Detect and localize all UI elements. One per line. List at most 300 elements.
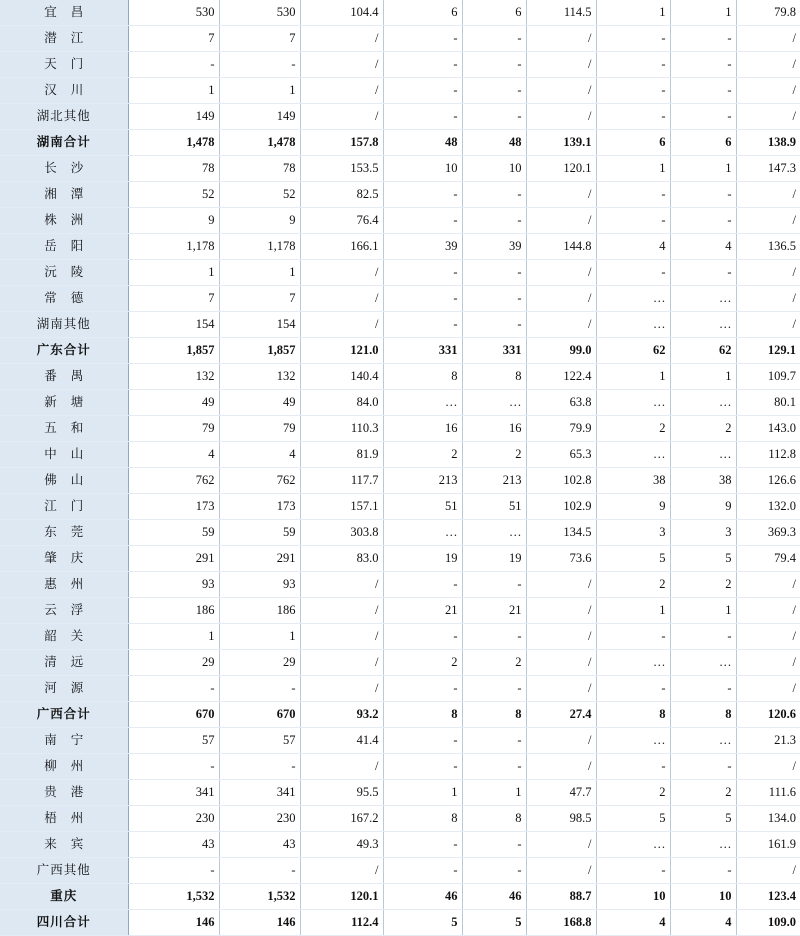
table-cell: / xyxy=(526,286,596,312)
table-row xyxy=(0,520,800,546)
row-label: 番禺 xyxy=(0,364,128,390)
table-cell: 49 xyxy=(219,390,300,416)
table-cell: 132 xyxy=(219,364,300,390)
table-cell: 136.5 xyxy=(736,234,800,260)
table-cell: 4 xyxy=(670,910,736,936)
table-cell: 79.8 xyxy=(736,0,800,26)
table-cell: 161.9 xyxy=(736,832,800,858)
table-cell: 8 xyxy=(462,806,526,832)
table-cell: 144.8 xyxy=(526,234,596,260)
table-cell: 4 xyxy=(670,234,736,260)
row-label: 惠州 xyxy=(0,572,128,598)
table-cell: … xyxy=(670,390,736,416)
table-cell: 2 xyxy=(670,572,736,598)
table-cell: 1 xyxy=(596,364,670,390)
table-cell: - xyxy=(383,182,462,208)
table-cell: 51 xyxy=(462,494,526,520)
table-row xyxy=(0,468,800,494)
table-cell: / xyxy=(736,78,800,104)
table-row xyxy=(0,312,800,338)
row-label: 贵港 xyxy=(0,780,128,806)
row-label: 广西其他 xyxy=(0,858,128,884)
row-label: 江门 xyxy=(0,494,128,520)
table-cell: 7 xyxy=(128,26,219,52)
table-cell: 1 xyxy=(462,780,526,806)
table-cell: 1 xyxy=(596,598,670,624)
table-cell: - xyxy=(383,728,462,754)
table-row xyxy=(0,858,800,884)
table-row xyxy=(0,390,800,416)
table-cell: 27.4 xyxy=(526,702,596,728)
table-cell: 146 xyxy=(128,910,219,936)
table-cell: 83.0 xyxy=(300,546,383,572)
table-cell: / xyxy=(736,858,800,884)
table-cell: 303.8 xyxy=(300,520,383,546)
table-cell: 670 xyxy=(128,702,219,728)
table-row xyxy=(0,156,800,182)
table-cell: 1,178 xyxy=(219,234,300,260)
table-cell: 4 xyxy=(596,910,670,936)
table-cell: 1 xyxy=(128,78,219,104)
table-cell: 81.9 xyxy=(300,442,383,468)
table-cell: - xyxy=(383,208,462,234)
table-cell: - xyxy=(383,26,462,52)
table-cell: 122.4 xyxy=(526,364,596,390)
table-cell: / xyxy=(526,78,596,104)
table-cell: / xyxy=(736,208,800,234)
table-cell: 139.1 xyxy=(526,130,596,156)
table-cell: - xyxy=(383,572,462,598)
table-cell: / xyxy=(526,52,596,78)
table-cell: 1,532 xyxy=(128,884,219,910)
table-cell: 93 xyxy=(219,572,300,598)
table-cell: 129.1 xyxy=(736,338,800,364)
table-cell: 102.9 xyxy=(526,494,596,520)
table-row xyxy=(0,234,800,260)
row-label: 天门 xyxy=(0,52,128,78)
table-row xyxy=(0,650,800,676)
table-cell: / xyxy=(300,260,383,286)
table-cell: 1 xyxy=(670,364,736,390)
table-row xyxy=(0,780,800,806)
table-cell: 1 xyxy=(670,156,736,182)
table-cell: / xyxy=(526,832,596,858)
table-cell: 21.3 xyxy=(736,728,800,754)
table-cell: 670 xyxy=(219,702,300,728)
table-cell: 530 xyxy=(219,0,300,26)
row-label: 广西合计 xyxy=(0,702,128,728)
row-label: 佛山 xyxy=(0,468,128,494)
row-label: 湖南其他 xyxy=(0,312,128,338)
row-label: 来宾 xyxy=(0,832,128,858)
table-row xyxy=(0,676,800,702)
table-cell: 78 xyxy=(219,156,300,182)
table-cell: 762 xyxy=(219,468,300,494)
table-cell: - xyxy=(219,754,300,780)
table-cell: / xyxy=(736,312,800,338)
table-cell: - xyxy=(462,832,526,858)
table-cell: - xyxy=(670,208,736,234)
table-cell: 5 xyxy=(383,910,462,936)
table-cell: - xyxy=(596,26,670,52)
table-cell: / xyxy=(526,598,596,624)
table-row xyxy=(0,416,800,442)
table-cell: 41.4 xyxy=(300,728,383,754)
table-cell: / xyxy=(736,650,800,676)
table-cell: … xyxy=(462,520,526,546)
table-cell: 1,857 xyxy=(219,338,300,364)
table-cell: … xyxy=(670,442,736,468)
table-cell: 82.5 xyxy=(300,182,383,208)
table-row xyxy=(0,182,800,208)
table-cell: / xyxy=(736,26,800,52)
table-cell: - xyxy=(596,104,670,130)
table-cell: / xyxy=(300,858,383,884)
table-cell: 57 xyxy=(219,728,300,754)
table-cell: … xyxy=(596,832,670,858)
table-cell: / xyxy=(300,650,383,676)
table-cell: 39 xyxy=(383,234,462,260)
table-cell: / xyxy=(300,598,383,624)
table-cell: 530 xyxy=(128,0,219,26)
table-cell: / xyxy=(736,104,800,130)
table-cell: - xyxy=(462,52,526,78)
table-cell: 291 xyxy=(128,546,219,572)
table-cell: 59 xyxy=(219,520,300,546)
table-cell: 1 xyxy=(596,156,670,182)
table-cell: - xyxy=(670,624,736,650)
table-cell: … xyxy=(596,442,670,468)
row-label: 株洲 xyxy=(0,208,128,234)
table-cell: 186 xyxy=(219,598,300,624)
table-cell: 121.0 xyxy=(300,338,383,364)
table-row-total xyxy=(0,702,800,728)
table-cell: - xyxy=(462,78,526,104)
table-cell: 111.6 xyxy=(736,780,800,806)
row-label: 宜昌 xyxy=(0,0,128,26)
table-cell: 9 xyxy=(128,208,219,234)
table-row-total xyxy=(0,338,800,364)
table-cell: 341 xyxy=(128,780,219,806)
row-label: 湖北其他 xyxy=(0,104,128,130)
table-cell: 5 xyxy=(596,546,670,572)
table-cell: - xyxy=(383,260,462,286)
table-cell: - xyxy=(670,676,736,702)
table-cell: 147.3 xyxy=(736,156,800,182)
table-cell: 1 xyxy=(219,260,300,286)
table-cell: … xyxy=(462,390,526,416)
table-cell: 230 xyxy=(128,806,219,832)
table-cell: 10 xyxy=(596,884,670,910)
table-cell: … xyxy=(670,286,736,312)
table-cell: 16 xyxy=(383,416,462,442)
table-cell: 167.2 xyxy=(300,806,383,832)
table-cell: 47.7 xyxy=(526,780,596,806)
row-label: 东莞 xyxy=(0,520,128,546)
table-row-total xyxy=(0,910,800,936)
table-cell: 213 xyxy=(383,468,462,494)
table-cell: 157.1 xyxy=(300,494,383,520)
table-cell: / xyxy=(300,312,383,338)
table-cell: 1,178 xyxy=(128,234,219,260)
table-cell: 62 xyxy=(596,338,670,364)
table-row xyxy=(0,494,800,520)
table-cell: 2 xyxy=(383,650,462,676)
table-cell: - xyxy=(462,26,526,52)
table-cell: / xyxy=(526,676,596,702)
table-cell: - xyxy=(596,182,670,208)
table-cell: 84.0 xyxy=(300,390,383,416)
table-row xyxy=(0,286,800,312)
row-label: 五和 xyxy=(0,416,128,442)
table-cell: - xyxy=(670,858,736,884)
table-cell: - xyxy=(462,260,526,286)
table-cell: 126.6 xyxy=(736,468,800,494)
table-cell: 1 xyxy=(128,260,219,286)
table-cell: 3 xyxy=(596,520,670,546)
table-row xyxy=(0,442,800,468)
table-cell: / xyxy=(300,52,383,78)
table-cell: 1 xyxy=(128,624,219,650)
table-cell: 73.6 xyxy=(526,546,596,572)
table-cell: 48 xyxy=(462,130,526,156)
table-cell: 1,857 xyxy=(128,338,219,364)
table-cell: 16 xyxy=(462,416,526,442)
table-cell: / xyxy=(526,26,596,52)
table-cell: 8 xyxy=(383,702,462,728)
table-cell: 10 xyxy=(383,156,462,182)
table-cell: / xyxy=(526,312,596,338)
table-cell: 3 xyxy=(670,520,736,546)
table-cell: 2 xyxy=(596,572,670,598)
table-cell: 213 xyxy=(462,468,526,494)
table-cell: … xyxy=(383,520,462,546)
table-cell: … xyxy=(670,650,736,676)
table-cell: - xyxy=(462,858,526,884)
table-cell: 5 xyxy=(596,806,670,832)
table-cell: … xyxy=(596,728,670,754)
table-cell: / xyxy=(526,104,596,130)
table-cell: - xyxy=(462,676,526,702)
row-label: 河源 xyxy=(0,676,128,702)
table-row xyxy=(0,728,800,754)
table-cell: - xyxy=(670,104,736,130)
table-cell: 2 xyxy=(462,442,526,468)
table-cell: / xyxy=(300,572,383,598)
row-label: 柳州 xyxy=(0,754,128,780)
table-cell: 4 xyxy=(596,234,670,260)
table-cell: 2 xyxy=(596,416,670,442)
row-label: 韶关 xyxy=(0,624,128,650)
table-cell: 331 xyxy=(462,338,526,364)
table-cell: 153.5 xyxy=(300,156,383,182)
table-cell: 762 xyxy=(128,468,219,494)
table-cell: … xyxy=(670,728,736,754)
table-row xyxy=(0,624,800,650)
row-label: 广东合计 xyxy=(0,338,128,364)
table-cell: / xyxy=(736,754,800,780)
table-cell: 49.3 xyxy=(300,832,383,858)
table-row xyxy=(0,546,800,572)
row-label: 汉川 xyxy=(0,78,128,104)
table-cell: 341 xyxy=(219,780,300,806)
table-cell: / xyxy=(526,858,596,884)
table-cell: 143.0 xyxy=(736,416,800,442)
row-label: 重庆 xyxy=(0,884,128,910)
table-cell: 93 xyxy=(128,572,219,598)
table-cell: 120.1 xyxy=(300,884,383,910)
table-row-total xyxy=(0,130,800,156)
table-cell: / xyxy=(300,26,383,52)
table-cell: 43 xyxy=(128,832,219,858)
table-cell: 132.0 xyxy=(736,494,800,520)
table-cell: - xyxy=(670,52,736,78)
table-cell: 166.1 xyxy=(300,234,383,260)
table-cell: … xyxy=(596,286,670,312)
table-cell: 39 xyxy=(462,234,526,260)
table-cell: 1 xyxy=(219,624,300,650)
table-cell: 99.0 xyxy=(526,338,596,364)
table-cell: 149 xyxy=(219,104,300,130)
table-cell: - xyxy=(128,754,219,780)
table-cell: - xyxy=(383,286,462,312)
table-cell: 29 xyxy=(219,650,300,676)
table-cell: 9 xyxy=(219,208,300,234)
table-cell: 7 xyxy=(219,26,300,52)
table-cell: 8 xyxy=(383,806,462,832)
table-cell: 109.7 xyxy=(736,364,800,390)
table-cell: 2 xyxy=(596,780,670,806)
table-cell: / xyxy=(526,260,596,286)
table-cell: 123.4 xyxy=(736,884,800,910)
table-cell: 173 xyxy=(219,494,300,520)
table-cell: 168.8 xyxy=(526,910,596,936)
table-cell: - xyxy=(462,208,526,234)
table-cell: … xyxy=(596,390,670,416)
table-row xyxy=(0,806,800,832)
table-cell: - xyxy=(383,104,462,130)
table-cell: 2 xyxy=(670,780,736,806)
table-cell: / xyxy=(526,208,596,234)
table-cell: 1 xyxy=(670,598,736,624)
table-cell: 6 xyxy=(596,130,670,156)
table-cell: 5 xyxy=(462,910,526,936)
table-row xyxy=(0,754,800,780)
table-cell: - xyxy=(219,676,300,702)
table-cell: - xyxy=(383,624,462,650)
table-cell: 8 xyxy=(462,702,526,728)
table-cell: - xyxy=(596,676,670,702)
table-cell: 1 xyxy=(219,78,300,104)
table-cell: 2 xyxy=(462,650,526,676)
table-row xyxy=(0,52,800,78)
row-label: 肇庆 xyxy=(0,546,128,572)
table-cell: / xyxy=(300,676,383,702)
table-cell: 46 xyxy=(383,884,462,910)
table-cell: 112.8 xyxy=(736,442,800,468)
row-label: 四川合计 xyxy=(0,910,128,936)
table-row-total xyxy=(0,884,800,910)
table-cell: / xyxy=(300,624,383,650)
table-row xyxy=(0,260,800,286)
table-cell: - xyxy=(670,182,736,208)
table-cell: - xyxy=(462,104,526,130)
table-cell: 230 xyxy=(219,806,300,832)
table-cell: - xyxy=(462,754,526,780)
table-cell: / xyxy=(736,286,800,312)
table-cell: 29 xyxy=(128,650,219,676)
table-cell: - xyxy=(596,624,670,650)
row-label: 长沙 xyxy=(0,156,128,182)
table-row xyxy=(0,364,800,390)
row-label: 潜江 xyxy=(0,26,128,52)
table-cell: 140.4 xyxy=(300,364,383,390)
table-cell: - xyxy=(383,858,462,884)
table-cell: 21 xyxy=(462,598,526,624)
table-cell: 63.8 xyxy=(526,390,596,416)
table-cell: 79 xyxy=(128,416,219,442)
table-cell: - xyxy=(128,676,219,702)
table-cell: 157.8 xyxy=(300,130,383,156)
table-cell: 114.5 xyxy=(526,0,596,26)
table-cell: 19 xyxy=(462,546,526,572)
table-cell: 79 xyxy=(219,416,300,442)
row-label: 湖南合计 xyxy=(0,130,128,156)
table-cell: / xyxy=(736,52,800,78)
table-cell: 104.4 xyxy=(300,0,383,26)
table-cell: 138.9 xyxy=(736,130,800,156)
table-cell: 120.6 xyxy=(736,702,800,728)
table-cell: 134.5 xyxy=(526,520,596,546)
table-row xyxy=(0,598,800,624)
table-cell: 110.3 xyxy=(300,416,383,442)
table-cell: 173 xyxy=(128,494,219,520)
table-cell: - xyxy=(462,286,526,312)
table-cell: 109.0 xyxy=(736,910,800,936)
table-cell: 6 xyxy=(670,130,736,156)
table-cell: 10 xyxy=(670,884,736,910)
table-cell: … xyxy=(670,832,736,858)
table-cell: 112.4 xyxy=(300,910,383,936)
table-cell: 79.4 xyxy=(736,546,800,572)
table-cell: 1,478 xyxy=(128,130,219,156)
table-cell: 43 xyxy=(219,832,300,858)
table-cell: / xyxy=(736,572,800,598)
table-cell: 120.1 xyxy=(526,156,596,182)
table-row xyxy=(0,78,800,104)
table-cell: 2 xyxy=(383,442,462,468)
table-cell: - xyxy=(596,208,670,234)
table-cell: … xyxy=(596,312,670,338)
table-row xyxy=(0,26,800,52)
table-cell: 48 xyxy=(383,130,462,156)
table-cell: 78 xyxy=(128,156,219,182)
table-cell: 8 xyxy=(462,364,526,390)
table-cell: - xyxy=(128,52,219,78)
table-cell: - xyxy=(383,832,462,858)
row-label: 中山 xyxy=(0,442,128,468)
table-cell: 154 xyxy=(219,312,300,338)
table-cell: - xyxy=(670,754,736,780)
table-row xyxy=(0,832,800,858)
table-cell: / xyxy=(300,78,383,104)
table-cell: 10 xyxy=(462,156,526,182)
table-cell: - xyxy=(128,858,219,884)
table-cell: 117.7 xyxy=(300,468,383,494)
table-row xyxy=(0,208,800,234)
table-cell: 6 xyxy=(462,0,526,26)
table-cell: / xyxy=(300,286,383,312)
